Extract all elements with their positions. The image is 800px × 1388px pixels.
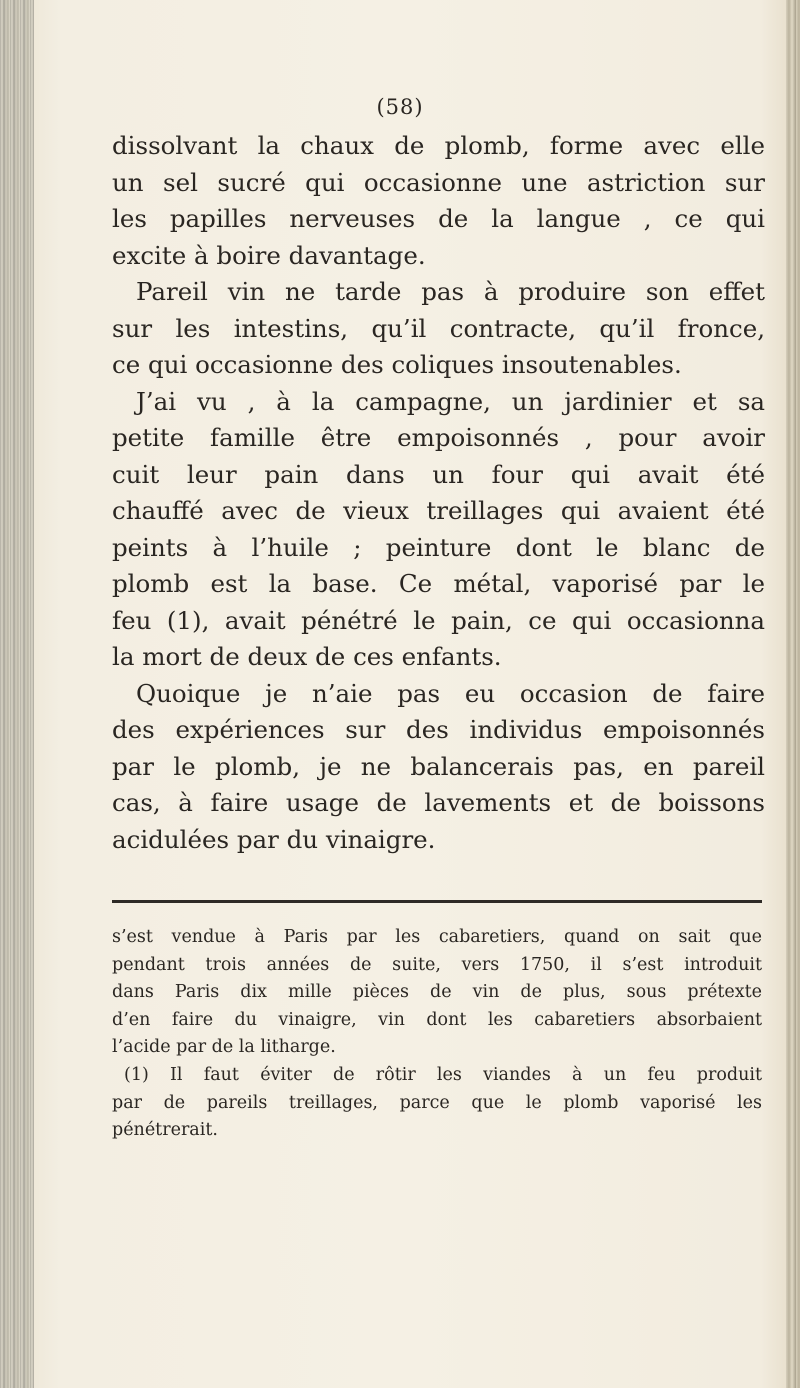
book-binding-edge — [0, 0, 34, 1388]
text-line: dissolvant la chaux de plomb, forme avec elle — [112, 131, 765, 160]
footnotes — [112, 924, 762, 1145]
text-line: petite famille être empoisonnés , pour avoir — [112, 423, 765, 452]
text-line: cas, à faire usage de lavements et de boissons — [112, 788, 765, 817]
text-line: cuit leur pain dans un four qui avait été — [112, 459, 765, 489]
footnote-line: (1) Il faut éviter de rôtir les viandes à un feu produit — [124, 1064, 762, 1085]
text-line: chauffé avec de vieux treillages qui avaient été — [112, 496, 765, 525]
text-line: ce qui occasionne des coliques insoutenables. — [112, 350, 682, 379]
main-text — [112, 128, 765, 858]
text-line: des expériences sur des individus empoisonnés — [112, 715, 765, 744]
text-line: J’ai vu , à la campagne, un jardinier et sa — [136, 386, 765, 416]
text-line: excite à boire davantage. — [112, 240, 426, 270]
text-line: Pareil vin ne tarde pas à produire son effet — [136, 277, 765, 306]
page-edge — [786, 0, 800, 1388]
footnote-line: par de pareils treillages, parce que le plomb vaporisé les — [112, 1092, 762, 1113]
text-line: sur les intestins, qu’il contracte, qu’il fronce, — [112, 313, 765, 343]
text-line: la mort de deux de ces enfants. — [112, 642, 502, 671]
footnote-line: pendant trois années de suite, vers 1750, il s’est introduit — [112, 954, 762, 975]
footnote-line: d’en faire du vinaigre, vin dont les cabaretiers absorbaient — [112, 1009, 762, 1030]
text-line: par le plomb, je ne balancerais pas, en pareil — [112, 751, 765, 781]
footnote-line: dans Paris dix mille pièces de vin de plus, sous prétexte — [112, 982, 762, 1003]
text-line: les papilles nerveuses de la langue , ce qui — [112, 204, 765, 233]
text-line: peints à l’huile ; peinture dont le blanc de — [112, 532, 765, 562]
text-line: feu (1), avait pénétré le pain, ce qui occasionna — [112, 605, 765, 635]
footnote-separator — [112, 900, 762, 903]
footnote-line: pénétrerait. — [112, 1120, 218, 1141]
footnote-line: l’acide par de la litharge. — [112, 1037, 336, 1058]
text-line: Quoique je n’aie pas eu occasion de faire — [136, 678, 765, 708]
page-number: (58) — [376, 95, 424, 119]
text-line: un sel sucré qui occasionne une astriction sur — [112, 167, 765, 197]
footnote-line: s’est vendue à Paris par les cabaretiers, quand on sait que — [112, 927, 762, 947]
text-line: acidulées par du vinaigre. — [112, 824, 436, 854]
text-line: plomb est la base. Ce métal, vaporisé par le — [112, 569, 765, 598]
